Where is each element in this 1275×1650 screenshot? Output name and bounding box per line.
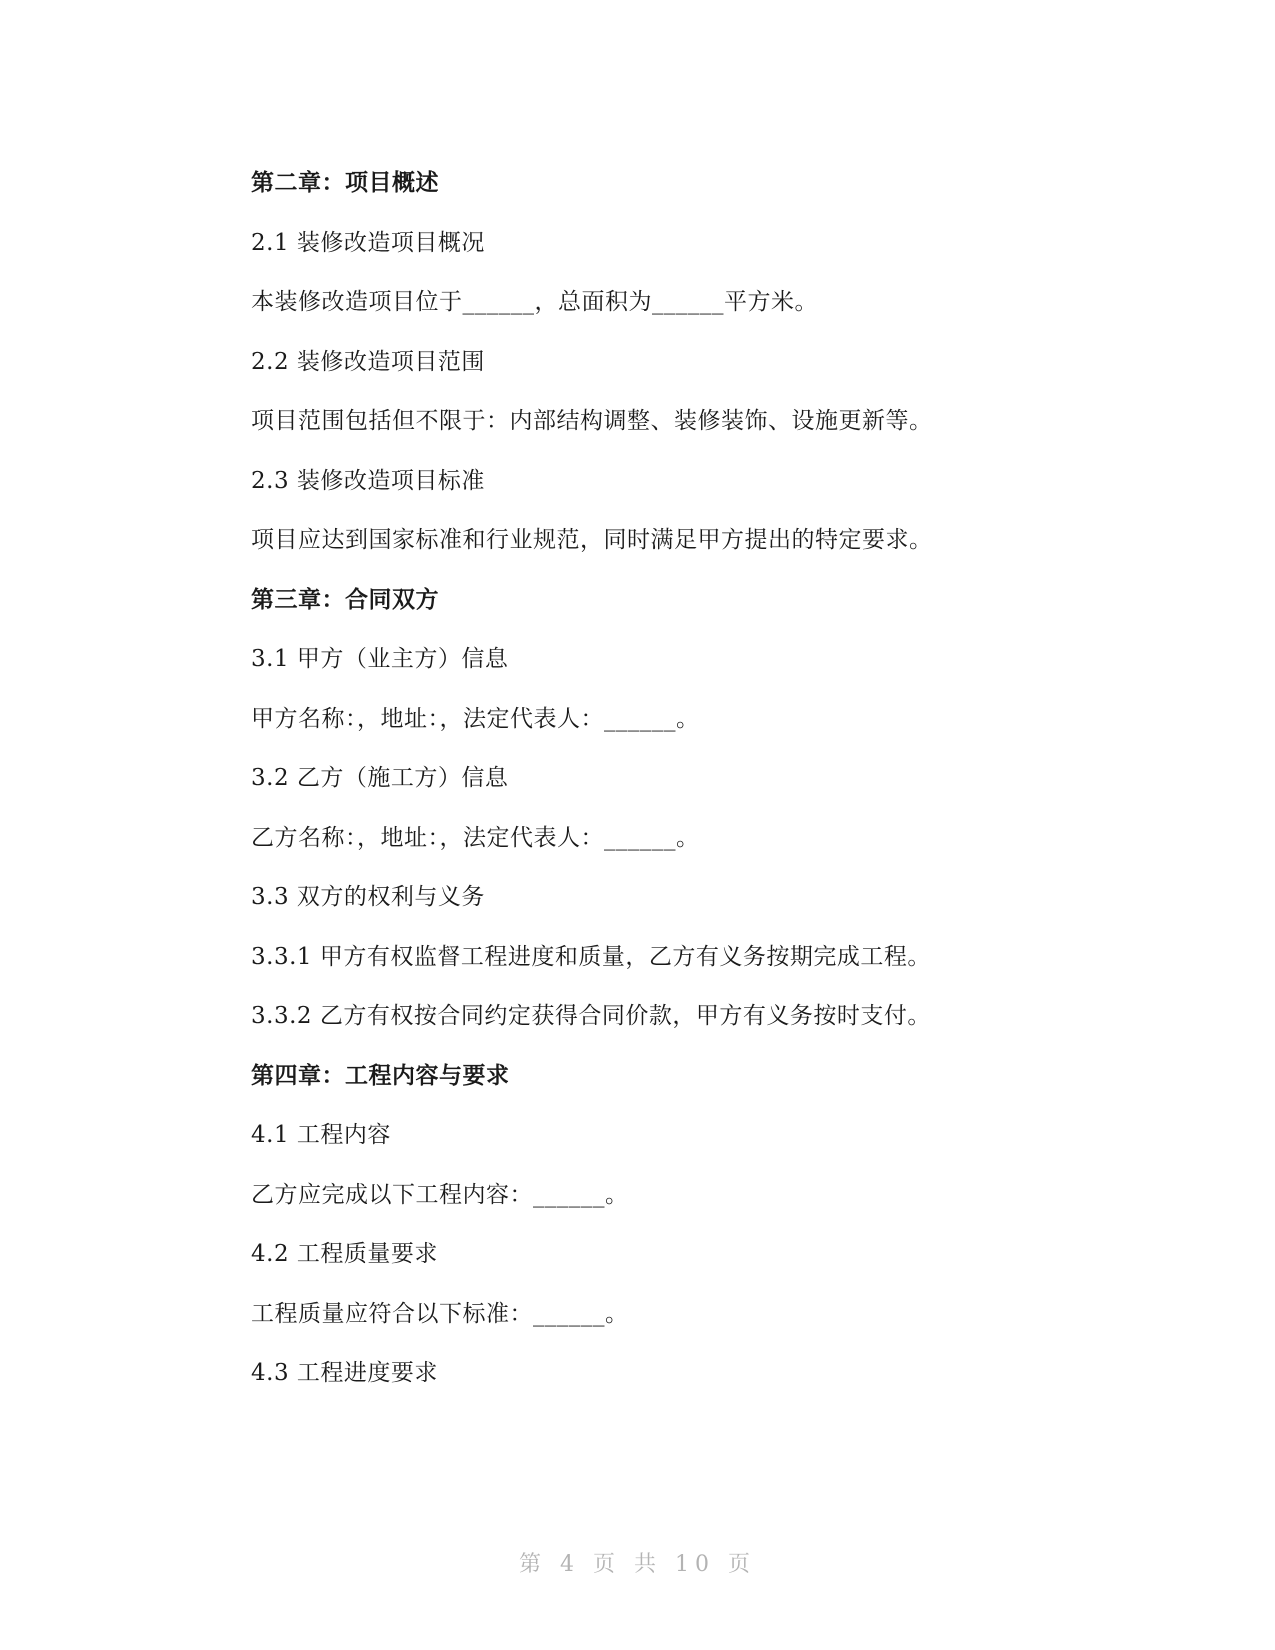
paragraph-line: 项目范围包括但不限于：内部结构调整、装修装饰、设施更新等。 (251, 408, 933, 434)
paragraph-line: 4.1 工程内容 (251, 1122, 391, 1148)
paragraph-line: 乙方应完成以下工程内容：______。 (251, 1182, 629, 1208)
chapter-heading: 第四章：工程内容与要求 (251, 1063, 510, 1089)
paragraph-line: 工程质量应符合以下标准：______。 (251, 1301, 629, 1327)
paragraph-line: 3.1 甲方（业主方）信息 (251, 646, 509, 672)
paragraph-line: 本装修改造项目位于______，总面积为______平方米。 (251, 289, 818, 315)
page-number-footer: 第 4 页 共 10 页 (519, 1552, 756, 1577)
paragraph-line: 甲方名称：，地址：，法定代表人：______。 (251, 706, 700, 732)
paragraph-line: 2.1 装修改造项目概况 (251, 230, 485, 256)
chapter-heading: 第二章：项目概述 (251, 170, 439, 196)
paragraph-line: 2.2 装修改造项目范围 (251, 349, 485, 375)
paragraph-line: 4.2 工程质量要求 (251, 1241, 438, 1267)
paragraph-line: 3.3.1 甲方有权监督工程进度和质量，乙方有义务按期完成工程。 (251, 944, 931, 970)
paragraph-line: 3.3 双方的权利与义务 (251, 884, 485, 910)
paragraph-line: 3.2 乙方（施工方）信息 (251, 765, 509, 791)
paragraph-line: 项目应达到国家标准和行业规范，同时满足甲方提出的特定要求。 (251, 527, 933, 553)
paragraph-line: 2.3 装修改造项目标准 (251, 468, 485, 494)
chapter-heading: 第三章：合同双方 (251, 587, 439, 613)
paragraph-line: 3.3.2 乙方有权按合同约定获得合同价款，甲方有义务按时支付。 (251, 1003, 931, 1029)
paragraph-line: 乙方名称：，地址：，法定代表人：______。 (251, 825, 700, 851)
paragraph-line: 4.3 工程进度要求 (251, 1360, 438, 1386)
